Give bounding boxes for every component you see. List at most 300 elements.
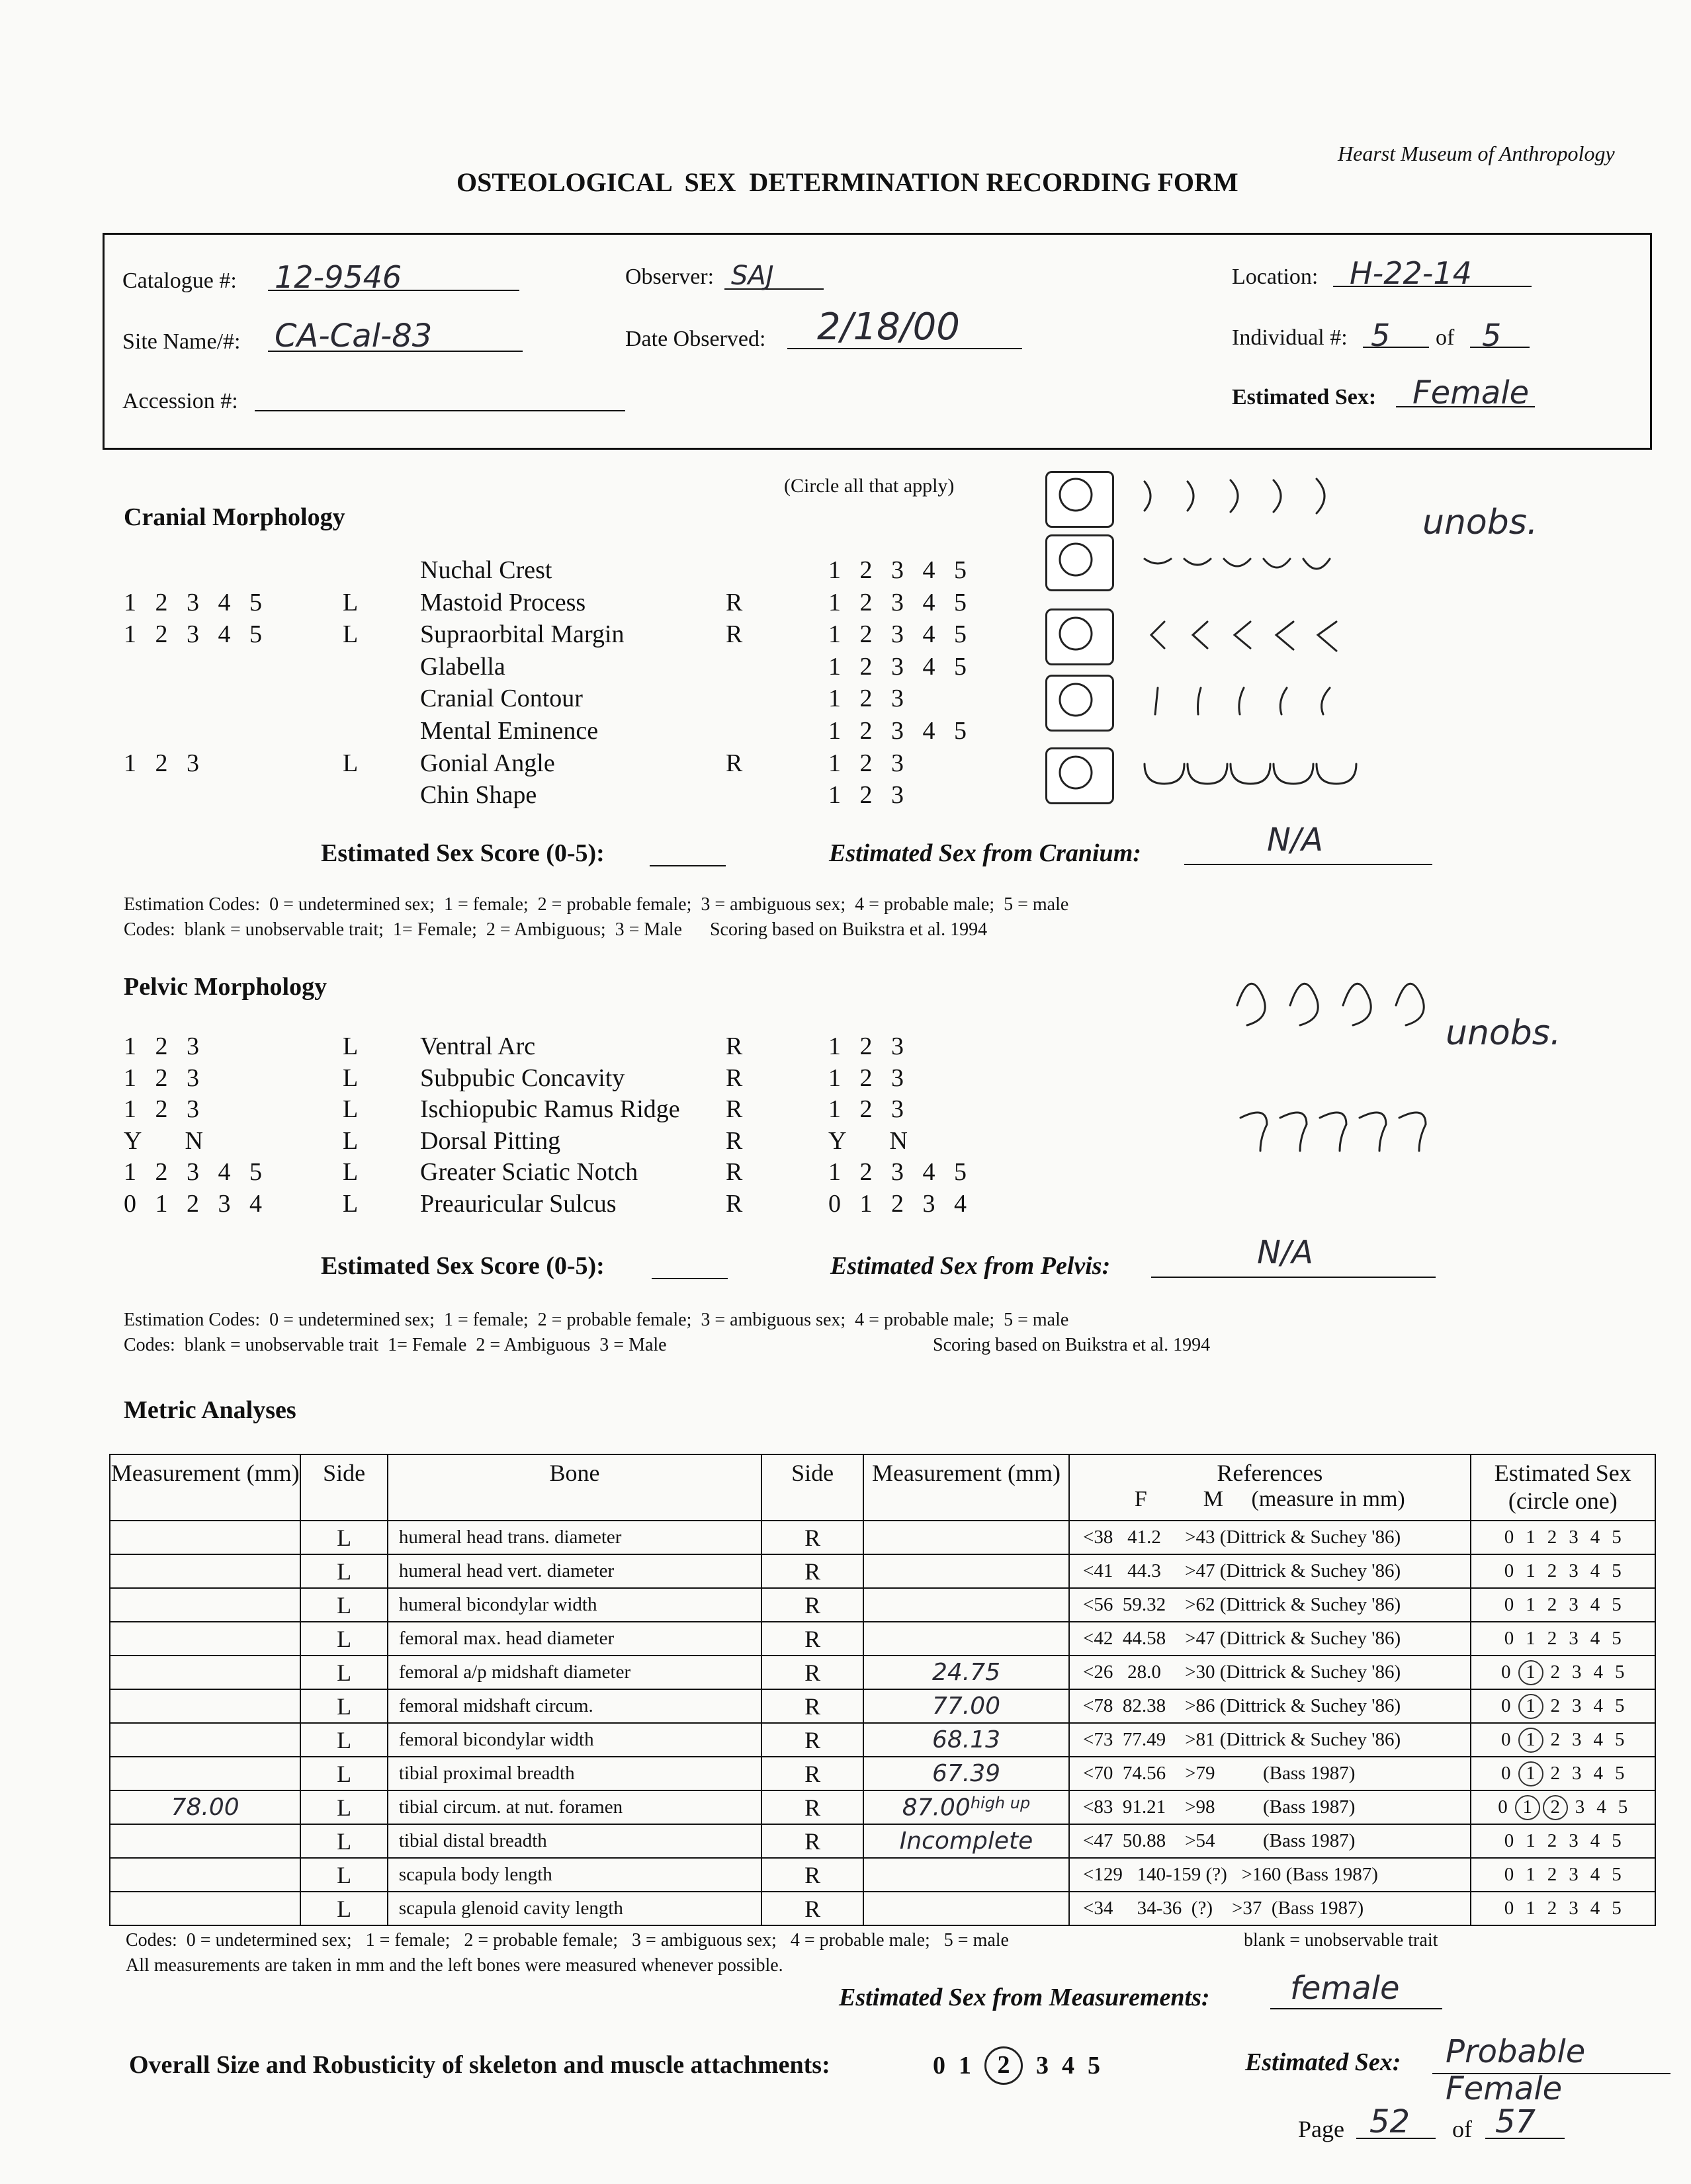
side-left-cell — [300, 1723, 388, 1757]
side-left-cell — [300, 1858, 388, 1892]
table-row — [110, 1521, 1655, 1554]
side-right-cell — [761, 1757, 863, 1790]
cranial-score-label: Estimated Sex Score (0-5): — [321, 839, 605, 867]
sex-score-option[interactable]: 4 — [1590, 1527, 1600, 1548]
measurement-right-cell — [863, 1892, 1069, 1925]
trait-name: Subpubic Concavity — [420, 1064, 625, 1092]
left-scores[interactable]: 0 1 2 3 4 — [124, 1190, 262, 1218]
sex-score-option[interactable]: 3 — [1572, 1762, 1582, 1784]
right-side[interactable]: R — [726, 1126, 743, 1155]
sex-score-option[interactable]: 3 — [1572, 1661, 1582, 1683]
glabella-sketches — [1155, 688, 1330, 714]
bone-cell-text: scapula body length — [398, 1864, 552, 1885]
form-title: OSTEOLOGICAL SEX DETERMINATION RECORDING FORM — [456, 167, 1238, 197]
reference-cell-text: <56 59.32 >62 (Dittrick & Suchey '86) — [1083, 1594, 1401, 1615]
sex-score-option[interactable]: 0 — [1504, 1830, 1514, 1851]
side-right-cell — [761, 1689, 863, 1723]
col-bone: Bone — [388, 1454, 761, 1521]
sex-score-option[interactable]: 3 — [1572, 1728, 1582, 1750]
metric-est-label: Estimated Sex from Measurements: — [839, 1984, 1210, 2011]
right-scores[interactable]: 1 2 3 4 5 — [828, 1158, 967, 1187]
sex-score-option[interactable]: 3 — [1569, 1628, 1579, 1649]
right-scores[interactable]: 1 2 3 — [828, 781, 904, 810]
right-scores[interactable]: 1 2 3 — [828, 1064, 904, 1092]
right-side[interactable]: R — [726, 588, 743, 616]
cranial-score-line — [650, 865, 726, 866]
table-row — [110, 1588, 1655, 1622]
estimated-sex-label: Estimated Sex: — [1232, 385, 1377, 409]
metric-header-row — [110, 1454, 1655, 1521]
left-scores[interactable]: 1 2 3 — [124, 749, 199, 777]
sex-score-option[interactable]: 1 — [1526, 1527, 1536, 1548]
robusticity-option[interactable]: 2 — [984, 2046, 1023, 2085]
metric-codes-2: All measurements are taken in mm and the left bones were measured whenever possible. — [126, 1955, 783, 1976]
estimated-sex-cell — [1471, 1588, 1655, 1622]
side-left-cell-text: L — [337, 1693, 352, 1720]
pelvic-codes-2-right: Scoring based on Buikstra et al. 1994 — [933, 1335, 1211, 1355]
estimated-sex-cell — [1471, 1858, 1655, 1892]
sex-score-option[interactable]: 2 — [1547, 1830, 1557, 1851]
cranial-est-value[interactable]: N/A — [1267, 821, 1323, 859]
reference-cell — [1069, 1622, 1471, 1656]
sex-score-option[interactable]: 1 — [1526, 1594, 1536, 1615]
sex-score-option[interactable]: 2 — [1547, 1898, 1557, 1919]
right-side[interactable]: R — [726, 749, 743, 777]
side-right-cell-text: R — [804, 1726, 821, 1753]
robusticity-label: Overall Size and Robusticity of skeleton and muscle attachments: — [129, 2051, 830, 2079]
trait-name: Chin Shape — [420, 781, 537, 810]
side-right-cell — [761, 1858, 863, 1892]
left-side[interactable]: L — [343, 1064, 359, 1092]
measurement-right-cell — [863, 1622, 1069, 1656]
sex-score-option[interactable]: 3 — [1569, 1898, 1579, 1919]
reference-cell — [1069, 1521, 1471, 1554]
estimated-sex-cell — [1471, 1554, 1655, 1588]
col-measurement-right: Measurement (mm) — [863, 1454, 1069, 1521]
sex-score-option[interactable]: 1 — [1526, 1628, 1536, 1649]
left-scores[interactable]: 1 2 3 — [124, 1032, 199, 1060]
sex-score-option[interactable]: 3 — [1569, 1864, 1579, 1885]
location-value[interactable]: H-22-14 — [1350, 255, 1472, 291]
nuchal-crest-sketches — [1145, 479, 1324, 513]
sex-score-option[interactable]: 4 — [1593, 1728, 1604, 1750]
side-right-cell — [761, 1521, 863, 1554]
pelvic-est-label: Estimated Sex from Pelvis: — [830, 1252, 1111, 1280]
estimated-sex-title: Estimated Sex — [1494, 1460, 1631, 1486]
skull-outlines — [1060, 479, 1092, 788]
trait-name: Cranial Contour — [420, 685, 583, 713]
estimated-sex-cell — [1471, 1723, 1655, 1757]
sex-score-option[interactable]: 0 — [1504, 1594, 1514, 1615]
cranial-codes-2: Codes: blank = unobservable trait; 1= Female; 2 = Ambiguous; 3 = Male Scoring based on Buikstra et al. 1994 — [124, 919, 988, 940]
left-side[interactable]: L — [343, 1095, 359, 1124]
side-right-cell — [761, 1622, 863, 1656]
sex-score-option[interactable]: 5 — [1618, 1796, 1628, 1818]
sex-score-option[interactable]: 0 — [1501, 1728, 1511, 1750]
metric-codes-1: Codes: 0 = undetermined sex; 1 = female; 2 = probable female; 3 = ambiguous sex; 4 = probable male; 5 = male — [126, 1930, 1009, 1951]
bone-cell — [388, 1723, 761, 1757]
right-scores[interactable]: Y N — [828, 1126, 908, 1155]
side-right-cell — [761, 1892, 863, 1925]
sex-score-option[interactable]: 4 — [1593, 1661, 1604, 1683]
bone-cell — [388, 1892, 761, 1925]
side-left-cell-text: L — [337, 1659, 352, 1686]
cranial-diagrams — [1045, 463, 1389, 833]
reference-cell — [1069, 1790, 1471, 1824]
sex-score-option[interactable]: 5 — [1615, 1728, 1625, 1750]
side-right-cell-text: R — [804, 1659, 821, 1686]
right-side[interactable]: R — [726, 1158, 743, 1187]
sex-score-option[interactable]: 5 — [1612, 1898, 1622, 1919]
side-left-cell — [300, 1824, 388, 1858]
reference-cell-text: <83 91.21 >98 (Bass 1987) — [1083, 1796, 1356, 1818]
reference-cell-text: <42 44.58 >47 (Dittrick & Suchey '86) — [1083, 1628, 1401, 1649]
bone-cell-text: femoral max. head diameter — [398, 1628, 615, 1649]
right-scores[interactable]: 1 2 3 4 5 — [828, 620, 967, 649]
date-label: Date Observed: — [625, 327, 766, 351]
side-right-cell-text: R — [804, 1895, 821, 1922]
estimated-sex-subtitle: (circle one) — [1508, 1488, 1618, 1514]
supraorbital-sketches — [1151, 622, 1336, 651]
site-label: Site Name/#: — [122, 329, 241, 354]
right-scores[interactable]: 1 2 3 — [828, 1032, 904, 1060]
sex-score-option[interactable]: 2 — [1550, 1728, 1561, 1750]
table-row — [110, 1858, 1655, 1892]
measurement-left-cell — [110, 1757, 300, 1790]
side-right-cell-text: R — [804, 1760, 821, 1787]
measurement-right-cell-text[interactable]: 24.75 — [932, 1659, 1001, 1686]
reference-cell-text: <47 50.88 >54 (Bass 1987) — [1083, 1830, 1356, 1851]
bone-cell — [388, 1588, 761, 1622]
sex-score-option[interactable]: 5 — [1615, 1762, 1625, 1784]
measurement-left-cell — [110, 1554, 300, 1588]
right-side[interactable]: R — [726, 1095, 743, 1124]
sex-score-option[interactable]: 5 — [1612, 1864, 1622, 1885]
right-side[interactable]: R — [726, 620, 743, 649]
left-side[interactable]: L — [343, 1190, 359, 1218]
left-side[interactable]: L — [343, 588, 359, 616]
left-scores[interactable]: 1 2 3 4 5 — [124, 1158, 262, 1187]
right-scores[interactable]: 1 2 3 4 5 — [828, 588, 967, 616]
sex-score-option[interactable]: 1 — [1515, 1795, 1540, 1820]
sex-score-option[interactable]: 2 — [1547, 1864, 1557, 1885]
sex-score-option[interactable]: 1 — [1518, 1761, 1543, 1786]
right-scores[interactable]: 1 2 3 4 5 — [828, 652, 967, 681]
left-side[interactable]: L — [343, 1032, 359, 1060]
right-scores[interactable]: 1 2 3 4 5 — [828, 717, 967, 745]
measurement-left-cell — [110, 1588, 300, 1622]
reference-cell — [1069, 1723, 1471, 1757]
robusticity-option[interactable]: 3 — [1036, 2052, 1049, 2079]
bone-cell — [388, 1824, 761, 1858]
sex-score-option[interactable]: 4 — [1590, 1864, 1600, 1885]
measurement-right-cell — [863, 1521, 1069, 1554]
sex-score-option[interactable]: 0 — [1504, 1560, 1514, 1581]
bone-cell — [388, 1554, 761, 1588]
sex-score-option[interactable]: 1 — [1526, 1830, 1536, 1851]
right-side[interactable]: R — [726, 1190, 743, 1218]
sex-score-option[interactable]: 0 — [1501, 1661, 1511, 1683]
left-side[interactable]: L — [343, 1158, 359, 1187]
page-of: of — [1452, 2116, 1472, 2142]
table-row — [110, 1723, 1655, 1757]
col-measurement-left: Measurement (mm) — [110, 1454, 300, 1521]
metric-est-value[interactable]: female — [1290, 1970, 1400, 2007]
bone-cell-text: humeral bicondylar width — [398, 1594, 597, 1615]
sex-score-option[interactable]: 0 — [1504, 1527, 1514, 1548]
cranial-unobs-note: unobs. — [1422, 503, 1538, 542]
sex-score-option[interactable]: 4 — [1593, 1762, 1604, 1784]
bone-cell — [388, 1656, 761, 1689]
estimated-sex-cell — [1471, 1689, 1655, 1723]
right-scores[interactable]: 1 2 3 4 5 — [828, 556, 967, 584]
sex-score-option[interactable]: 3 — [1569, 1594, 1579, 1615]
sex-score-option[interactable]: 2 — [1550, 1661, 1561, 1683]
reference-cell — [1069, 1554, 1471, 1588]
left-side[interactable]: L — [343, 620, 359, 649]
sex-score-option[interactable]: 1 — [1526, 1560, 1536, 1581]
side-right-cell — [761, 1824, 863, 1858]
measurement-right-cell-text[interactable]: 77.00 — [932, 1693, 1001, 1720]
sex-score-option[interactable]: 2 — [1547, 1594, 1557, 1615]
circle-note: (Circle all that apply) — [784, 475, 955, 497]
page-label: Page — [1298, 2116, 1344, 2142]
trait-name: Mental Eminence — [420, 717, 599, 745]
sex-score-option[interactable]: 5 — [1615, 1695, 1625, 1716]
bone-cell-text: femoral bicondylar width — [398, 1729, 594, 1750]
pelvic-score-line — [652, 1278, 728, 1279]
sex-score-option[interactable]: 1 — [1518, 1660, 1543, 1685]
catalogue-value[interactable]: 12-9546 — [275, 259, 402, 295]
left-scores[interactable]: 1 2 3 — [124, 1095, 199, 1124]
side-left-cell — [300, 1757, 388, 1790]
sex-score-option[interactable]: 3 — [1572, 1695, 1582, 1716]
sex-score-option[interactable]: 1 — [1518, 1694, 1543, 1719]
reference-cell-text: <73 77.49 >81 (Dittrick & Suchey '86) — [1083, 1729, 1401, 1750]
left-side[interactable]: L — [343, 749, 359, 777]
reference-cell — [1069, 1824, 1471, 1858]
side-left-cell-text: L — [337, 1524, 352, 1551]
sex-score-option[interactable]: 0 — [1501, 1762, 1511, 1784]
sex-score-option[interactable]: 5 — [1612, 1527, 1622, 1548]
trait-name: Preauricular Sulcus — [420, 1190, 617, 1218]
references-subtitle: F M (measure in mm) — [1134, 1487, 1405, 1511]
measurement-right-cell-text[interactable]: Incomplete — [899, 1827, 1033, 1855]
side-left-cell-text: L — [337, 1895, 352, 1922]
pelvic-trait-sketches — [1231, 952, 1482, 1177]
sex-score-option[interactable]: 2 — [1550, 1762, 1561, 1784]
right-side[interactable]: R — [726, 1064, 743, 1092]
trait-name: Supraorbital Margin — [420, 620, 625, 649]
sex-score-option[interactable]: 4 — [1596, 1796, 1606, 1818]
sex-score-option[interactable]: 3 — [1569, 1527, 1579, 1548]
mental-eminence-sketches — [1145, 764, 1356, 784]
site-value[interactable]: CA-Cal-83 — [275, 317, 433, 355]
measurement-left-cell — [110, 1858, 300, 1892]
final-est-value[interactable]: Probable Female — [1446, 2033, 1586, 2107]
robusticity-option[interactable]: 5 — [1088, 2052, 1100, 2079]
pelvic-unobs-note: unobs. — [1446, 1013, 1561, 1053]
measurement-right-cell — [863, 1689, 1069, 1723]
sex-score-option[interactable]: 1 — [1526, 1898, 1536, 1919]
estimated-sex-cell — [1471, 1892, 1655, 1925]
table-row — [110, 1790, 1655, 1824]
side-right-cell — [761, 1723, 863, 1757]
sciatic-notch-sketches — [1240, 1113, 1426, 1151]
table-row — [110, 1622, 1655, 1656]
sex-score-option[interactable]: 2 — [1547, 1527, 1557, 1548]
sex-score-option[interactable]: 4 — [1593, 1695, 1604, 1716]
sex-score-option[interactable]: 5 — [1615, 1661, 1625, 1683]
sex-score-option[interactable]: 1 — [1526, 1864, 1536, 1885]
reference-cell — [1069, 1689, 1471, 1723]
references-title: References — [1217, 1460, 1323, 1486]
sex-score-option[interactable]: 0 — [1498, 1796, 1508, 1818]
table-row — [110, 1824, 1655, 1858]
robusticity-option[interactable]: 0 — [933, 2052, 945, 2079]
reference-cell-text: <34 34-36 (?) >37 (Bass 1987) — [1083, 1898, 1364, 1919]
bone-cell — [388, 1689, 761, 1723]
sex-score-option[interactable]: 2 — [1547, 1628, 1557, 1649]
accession-label: Accession #: — [122, 389, 238, 413]
measurement-right-cell — [863, 1757, 1069, 1790]
sex-score-option[interactable]: 0 — [1504, 1628, 1514, 1649]
sex-score-option[interactable]: 3 — [1575, 1796, 1585, 1818]
robusticity-option[interactable]: 1 — [959, 2052, 971, 2079]
side-left-cell — [300, 1554, 388, 1588]
measurement-right-cell-text[interactable]: 68.13 — [932, 1726, 1001, 1753]
right-side[interactable]: R — [726, 1032, 743, 1060]
measurement-right-cell-text[interactable]: 67.39 — [932, 1760, 1001, 1787]
mastoid-sketches — [1145, 559, 1330, 569]
side-right-cell-text: R — [804, 1524, 821, 1551]
sex-score-option[interactable]: 4 — [1590, 1628, 1600, 1649]
bone-cell-text: femoral a/p midshaft diameter — [398, 1661, 631, 1683]
right-scores[interactable]: 1 2 3 — [828, 685, 904, 713]
left-scores[interactable]: 1 2 3 — [124, 1064, 199, 1092]
trait-name: Mastoid Process — [420, 588, 586, 616]
estimated-sex-value[interactable]: Female — [1412, 374, 1530, 411]
side-left-cell — [300, 1521, 388, 1554]
pelvic-score-label: Estimated Sex Score (0-5): — [321, 1252, 605, 1280]
col-side-right: Side — [761, 1454, 863, 1521]
pelvic-est-value[interactable]: N/A — [1257, 1234, 1313, 1271]
measurement-right-cell — [863, 1858, 1069, 1892]
pelvic-codes-2: Codes: blank = unobservable trait 1= Female 2 = Ambiguous 3 = Male — [124, 1335, 667, 1355]
estimated-sex-cell — [1471, 1757, 1655, 1790]
cranial-est-label: Estimated Sex from Cranium: — [829, 839, 1141, 867]
estimated-sex-cell — [1471, 1521, 1655, 1554]
side-left-cell — [300, 1656, 388, 1689]
side-right-cell — [761, 1790, 863, 1824]
pelvic-heading: Pelvic Morphology — [124, 973, 327, 1001]
side-left-cell-text: L — [337, 1558, 352, 1585]
side-right-cell-text: R — [804, 1558, 821, 1585]
sex-score-option[interactable]: 5 — [1612, 1560, 1622, 1581]
left-scores[interactable]: Y N — [124, 1126, 203, 1155]
sex-score-option[interactable]: 2 — [1543, 1795, 1568, 1820]
bone-cell — [388, 1858, 761, 1892]
measurement-left-cell — [110, 1723, 300, 1757]
side-right-cell-text: R — [804, 1861, 821, 1888]
table-row — [110, 1689, 1655, 1723]
sex-score-option[interactable]: 5 — [1612, 1830, 1622, 1851]
side-left-cell-text: L — [337, 1861, 352, 1888]
sex-score-option[interactable]: 1 — [1518, 1728, 1543, 1753]
sex-score-option[interactable]: 5 — [1612, 1594, 1622, 1615]
robusticity-option[interactable]: 4 — [1062, 2052, 1074, 2079]
trait-name: Glabella — [420, 652, 505, 681]
measurement-left-cell — [110, 1824, 300, 1858]
left-scores[interactable]: 1 2 3 4 5 — [124, 620, 262, 649]
reference-cell — [1069, 1757, 1471, 1790]
estimated-sex-cell — [1471, 1656, 1655, 1689]
cranial-heading: Cranial Morphology — [124, 503, 345, 531]
reference-cell — [1069, 1858, 1471, 1892]
bone-cell — [388, 1521, 761, 1554]
side-right-cell-text: R — [804, 1625, 821, 1652]
sex-score-option[interactable]: 2 — [1547, 1560, 1557, 1581]
side-left-cell — [300, 1892, 388, 1925]
sex-score-option[interactable]: 2 — [1550, 1695, 1561, 1716]
sex-score-option[interactable]: 0 — [1504, 1864, 1514, 1885]
sex-score-option[interactable]: 3 — [1569, 1830, 1579, 1851]
left-side[interactable]: L — [343, 1126, 359, 1155]
sex-score-option[interactable]: 0 — [1501, 1695, 1511, 1716]
individual-value[interactable]: 5 — [1371, 317, 1391, 353]
measurement-left-cell — [110, 1892, 300, 1925]
side-right-cell-text: R — [804, 1794, 821, 1821]
location-label: Location: — [1232, 265, 1319, 289]
measurement-right-cell — [863, 1824, 1069, 1858]
right-scores[interactable]: 0 1 2 3 4 — [828, 1190, 967, 1218]
side-left-cell — [300, 1622, 388, 1656]
measurement-left-cell-text[interactable]: 78.00 — [171, 1794, 239, 1821]
bone-cell-text: tibial proximal breadth — [398, 1763, 575, 1784]
left-scores[interactable]: 1 2 3 4 5 — [124, 588, 262, 616]
sex-score-option[interactable]: 4 — [1590, 1560, 1600, 1581]
individual-of: of — [1436, 325, 1455, 350]
individual-total[interactable]: 5 — [1482, 317, 1502, 353]
measurement-right-cell — [863, 1723, 1069, 1757]
side-right-cell-text: R — [804, 1827, 821, 1855]
sex-score-option[interactable]: 3 — [1569, 1560, 1579, 1581]
sex-score-option[interactable]: 4 — [1590, 1594, 1600, 1615]
reference-cell — [1069, 1656, 1471, 1689]
side-right-cell — [761, 1554, 863, 1588]
side-left-cell — [300, 1588, 388, 1622]
table-row — [110, 1554, 1655, 1588]
measurement-note: high up — [970, 1793, 1031, 1812]
sex-score-option[interactable]: 4 — [1590, 1898, 1600, 1919]
measurement-right-cell-text[interactable]: 87.00 — [902, 1794, 971, 1822]
bone-cell-text: humeral head trans. diameter — [398, 1527, 622, 1548]
estimated-sex-cell — [1471, 1824, 1655, 1858]
date-value[interactable]: 2/18/00 — [817, 306, 960, 349]
cranial-codes-1: Estimation Codes: 0 = undetermined sex; 1 = female; 2 = probable female; 3 = ambiguous sex; 4 = probable male; 5 = male — [124, 894, 1069, 915]
sex-score-option[interactable]: 0 — [1504, 1898, 1514, 1919]
right-scores[interactable]: 1 2 3 — [828, 749, 904, 777]
reference-cell — [1069, 1892, 1471, 1925]
table-row — [110, 1892, 1655, 1925]
right-scores[interactable]: 1 2 3 — [828, 1095, 904, 1124]
sex-score-option[interactable]: 4 — [1590, 1830, 1600, 1851]
sex-score-option[interactable]: 5 — [1612, 1628, 1622, 1649]
metric-heading: Metric Analyses — [124, 1396, 296, 1424]
trait-name: Gonial Angle — [420, 749, 555, 777]
side-left-cell-text: L — [337, 1827, 352, 1855]
observer-value[interactable]: SAJ — [731, 261, 774, 291]
